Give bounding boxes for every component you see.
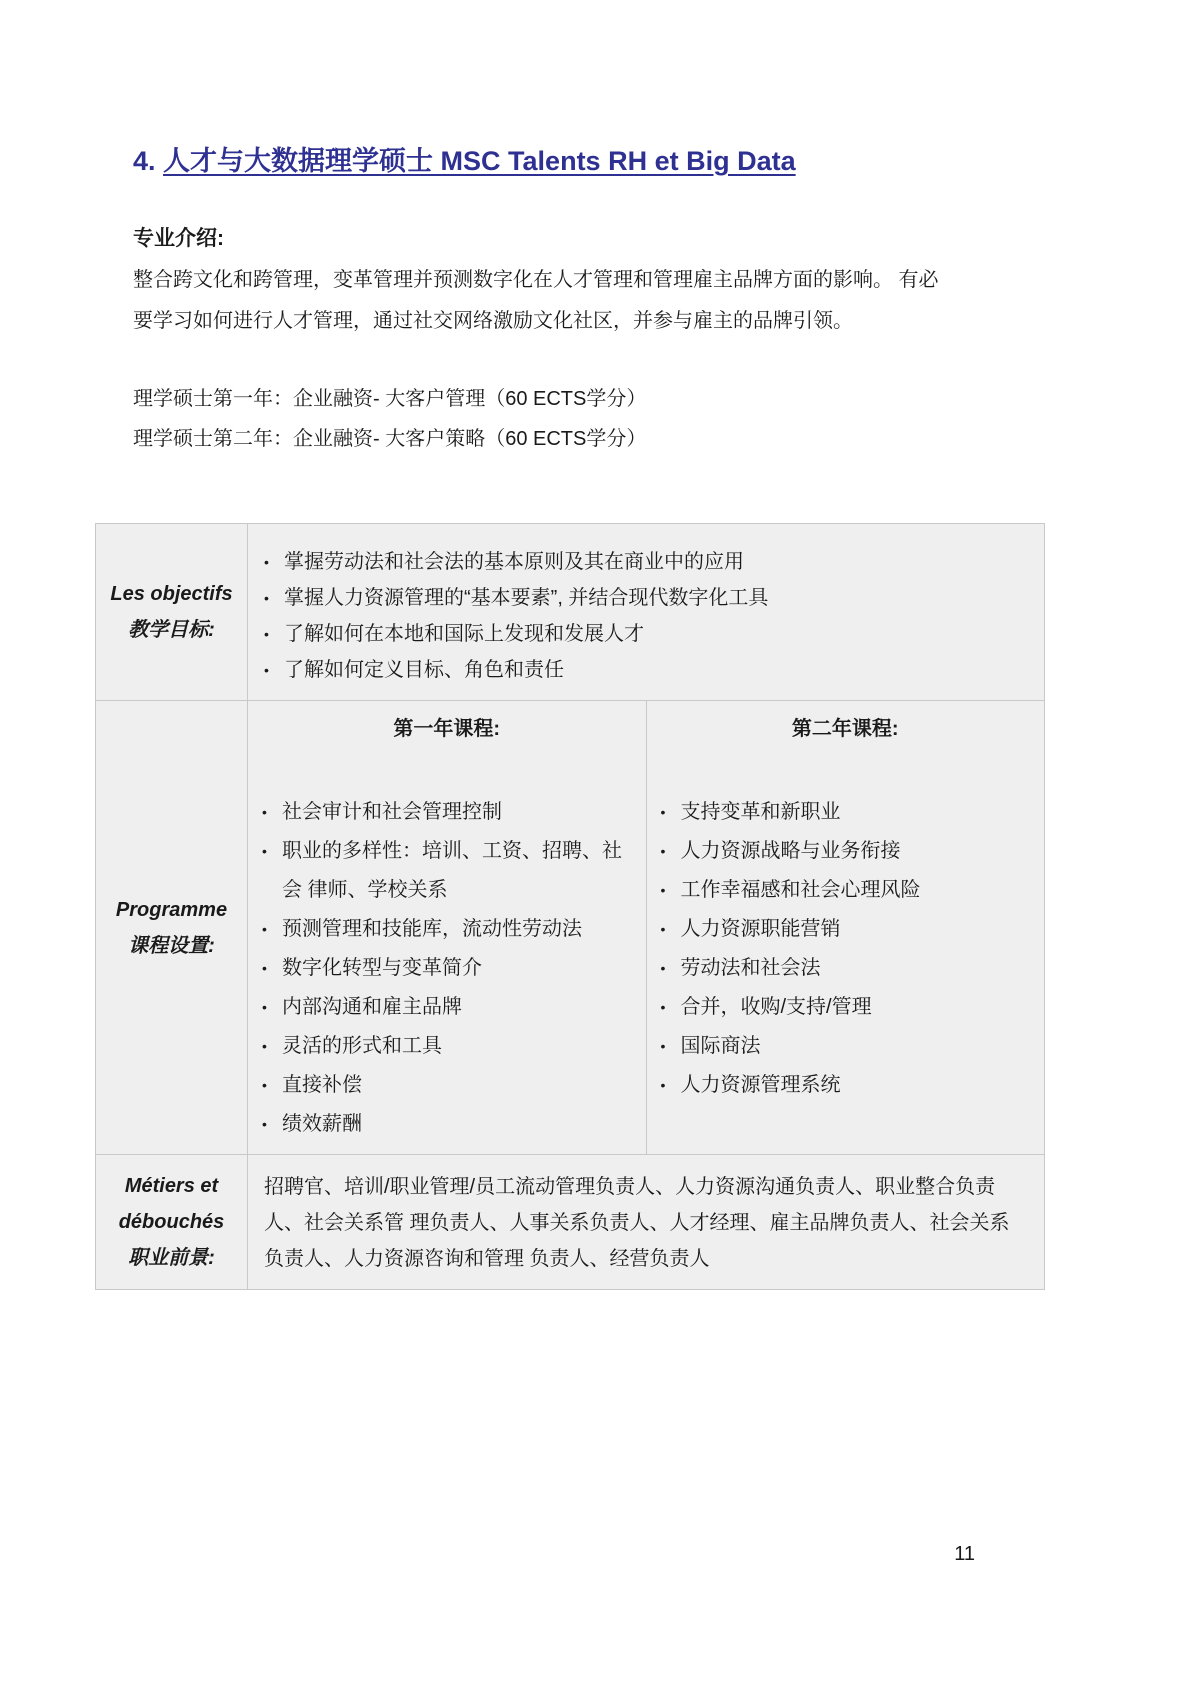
section-heading xyxy=(133,143,796,179)
bullet-icon: • xyxy=(264,554,269,570)
objective-item xyxy=(262,544,1030,580)
intro-section-title: 专业介绍: xyxy=(133,227,224,250)
course-text: 支持变革和新职业 xyxy=(680,801,841,823)
careers-text: 招聘官、培训/职业管理/员工流动管理负责人、人力资源沟通负责人、职业整合负责人、社会关系管 理负责人、人事关系负责人、人才经理、雇主品牌负责人、社会关系负责人、人力资源咨询和管理 负责人、经营负责人 xyxy=(264,1176,1010,1270)
objectives-label-fr: Les objectifs xyxy=(110,583,233,605)
course-text: 人力资源职能营销 xyxy=(680,918,841,940)
section-number: 4. xyxy=(133,146,156,176)
objective-text: 了解如何定义目标、角色和责任 xyxy=(284,659,564,681)
programme-row xyxy=(96,701,1045,1155)
course-text: 国际商法 xyxy=(680,1035,761,1057)
intro-paragraph xyxy=(133,260,1033,342)
bullet-icon: • xyxy=(262,960,267,976)
course-item xyxy=(260,1066,634,1105)
course-item xyxy=(260,988,634,1027)
bullet-icon: • xyxy=(264,662,269,678)
course-text: 合并，收购/支持/管理 xyxy=(680,996,872,1018)
course-item xyxy=(659,949,1033,988)
year1-courses-cell xyxy=(248,701,647,1155)
bullet-icon: • xyxy=(262,804,267,820)
section-title-link[interactable]: 人才与大数据理学硕士 MSC Talents RH et Big Data xyxy=(163,146,796,176)
course-text: 数字化转型与变革简介 xyxy=(282,957,482,979)
program-info-table xyxy=(95,523,1045,1290)
bullet-icon: • xyxy=(262,1116,267,1132)
bullet-icon: • xyxy=(262,843,267,859)
bullet-icon: • xyxy=(264,626,269,642)
course-text: 绩效薪酬 xyxy=(282,1113,362,1135)
intro-paragraph-line1: 整合跨文化和跨管理，变革管理并预测数字化在人才管理和管理雇主品牌方面的影响。 有必 xyxy=(133,269,939,291)
course-text: 劳动法和社会法 xyxy=(680,957,821,979)
course-item xyxy=(659,910,1033,949)
course-text: 职业的多样性：培训、工资、招聘、社会 律师、学校关系 xyxy=(282,840,622,901)
course-text: 工作幸福感和社会心理风险 xyxy=(680,879,921,901)
course-item xyxy=(659,988,1033,1027)
course-item xyxy=(260,1105,634,1144)
course-item xyxy=(659,871,1033,910)
bullet-icon: • xyxy=(660,1038,666,1054)
course-text: 灵活的形式和工具 xyxy=(282,1035,442,1057)
bullet-icon: • xyxy=(262,999,267,1015)
careers-label-cell xyxy=(96,1155,248,1290)
objective-item xyxy=(262,580,1030,616)
year1-courses-list xyxy=(260,793,634,1144)
page-number: 11 xyxy=(954,1543,975,1565)
objective-text: 掌握人力资源管理的“基本要素”, 并结合现代数字化工具 xyxy=(284,587,769,609)
objective-text: 掌握劳动法和社会法的基本原则及其在商业中的应用 xyxy=(284,551,744,573)
year2-courses-list xyxy=(659,793,1033,1105)
course-item xyxy=(659,793,1033,832)
objective-text: 了解如何在本地和国际上发现和发展人才 xyxy=(284,623,644,645)
bullet-icon: • xyxy=(264,590,269,606)
bullet-icon: • xyxy=(262,1077,267,1093)
objectives-row xyxy=(96,524,1045,701)
year2-courses-header: 第二年课程: xyxy=(791,718,899,740)
course-item xyxy=(659,832,1033,871)
programme-label-cell xyxy=(96,701,248,1155)
programme-label-zh: 课程设置: xyxy=(128,934,215,957)
bullet-icon: • xyxy=(660,921,666,937)
course-item xyxy=(260,832,634,910)
year1-courses-header: 第一年课程: xyxy=(393,718,501,740)
course-item xyxy=(659,1027,1033,1066)
bullet-icon: • xyxy=(660,804,666,820)
objective-item xyxy=(262,652,1030,688)
careers-row xyxy=(96,1155,1045,1290)
objectives-label-zh: 教学目标: xyxy=(128,619,215,641)
degree-year1-line: 理学硕士第一年：企业融资- 大客户管理（60 ECTS学分） xyxy=(133,388,647,410)
programme-label-fr: Programme xyxy=(115,898,228,921)
bullet-icon: • xyxy=(262,921,267,937)
course-text: 直接补偿 xyxy=(282,1074,362,1096)
objective-item xyxy=(262,616,1030,652)
course-text: 社会审计和社会管理控制 xyxy=(282,801,502,823)
degree-years xyxy=(133,379,1033,459)
careers-content-cell xyxy=(248,1155,1045,1290)
careers-label-zh: 职业前景: xyxy=(128,1247,215,1269)
careers-label-fr: Métiers et débouchés xyxy=(118,1175,225,1233)
course-item xyxy=(260,1027,634,1066)
objectives-content-cell xyxy=(248,524,1045,701)
bullet-icon: • xyxy=(660,1077,666,1093)
course-item xyxy=(260,949,634,988)
intro-paragraph-line2: 要学习如何进行人才管理，通过社交网络激励文化社区，并参与雇主的品牌引领。 xyxy=(133,310,853,332)
course-text: 人力资源管理系统 xyxy=(680,1074,841,1096)
course-text: 预测管理和技能库，流动性劳动法 xyxy=(282,918,582,940)
degree-year2-line: 理学硕士第二年：企业融资- 大客户策略（60 ECTS学分） xyxy=(133,428,647,450)
bullet-icon: • xyxy=(660,960,666,976)
course-item xyxy=(659,1066,1033,1105)
year2-courses-cell xyxy=(646,701,1045,1155)
bullet-icon: • xyxy=(660,999,666,1015)
course-text: 内部沟通和雇主品牌 xyxy=(282,996,462,1018)
bullet-icon: • xyxy=(660,843,666,859)
objectives-label-cell xyxy=(96,524,248,701)
course-item xyxy=(260,910,634,949)
bullet-icon: • xyxy=(660,882,666,898)
course-text: 人力资源战略与业务衔接 xyxy=(680,840,901,862)
bullet-icon: • xyxy=(262,1038,267,1054)
course-item xyxy=(260,793,634,832)
